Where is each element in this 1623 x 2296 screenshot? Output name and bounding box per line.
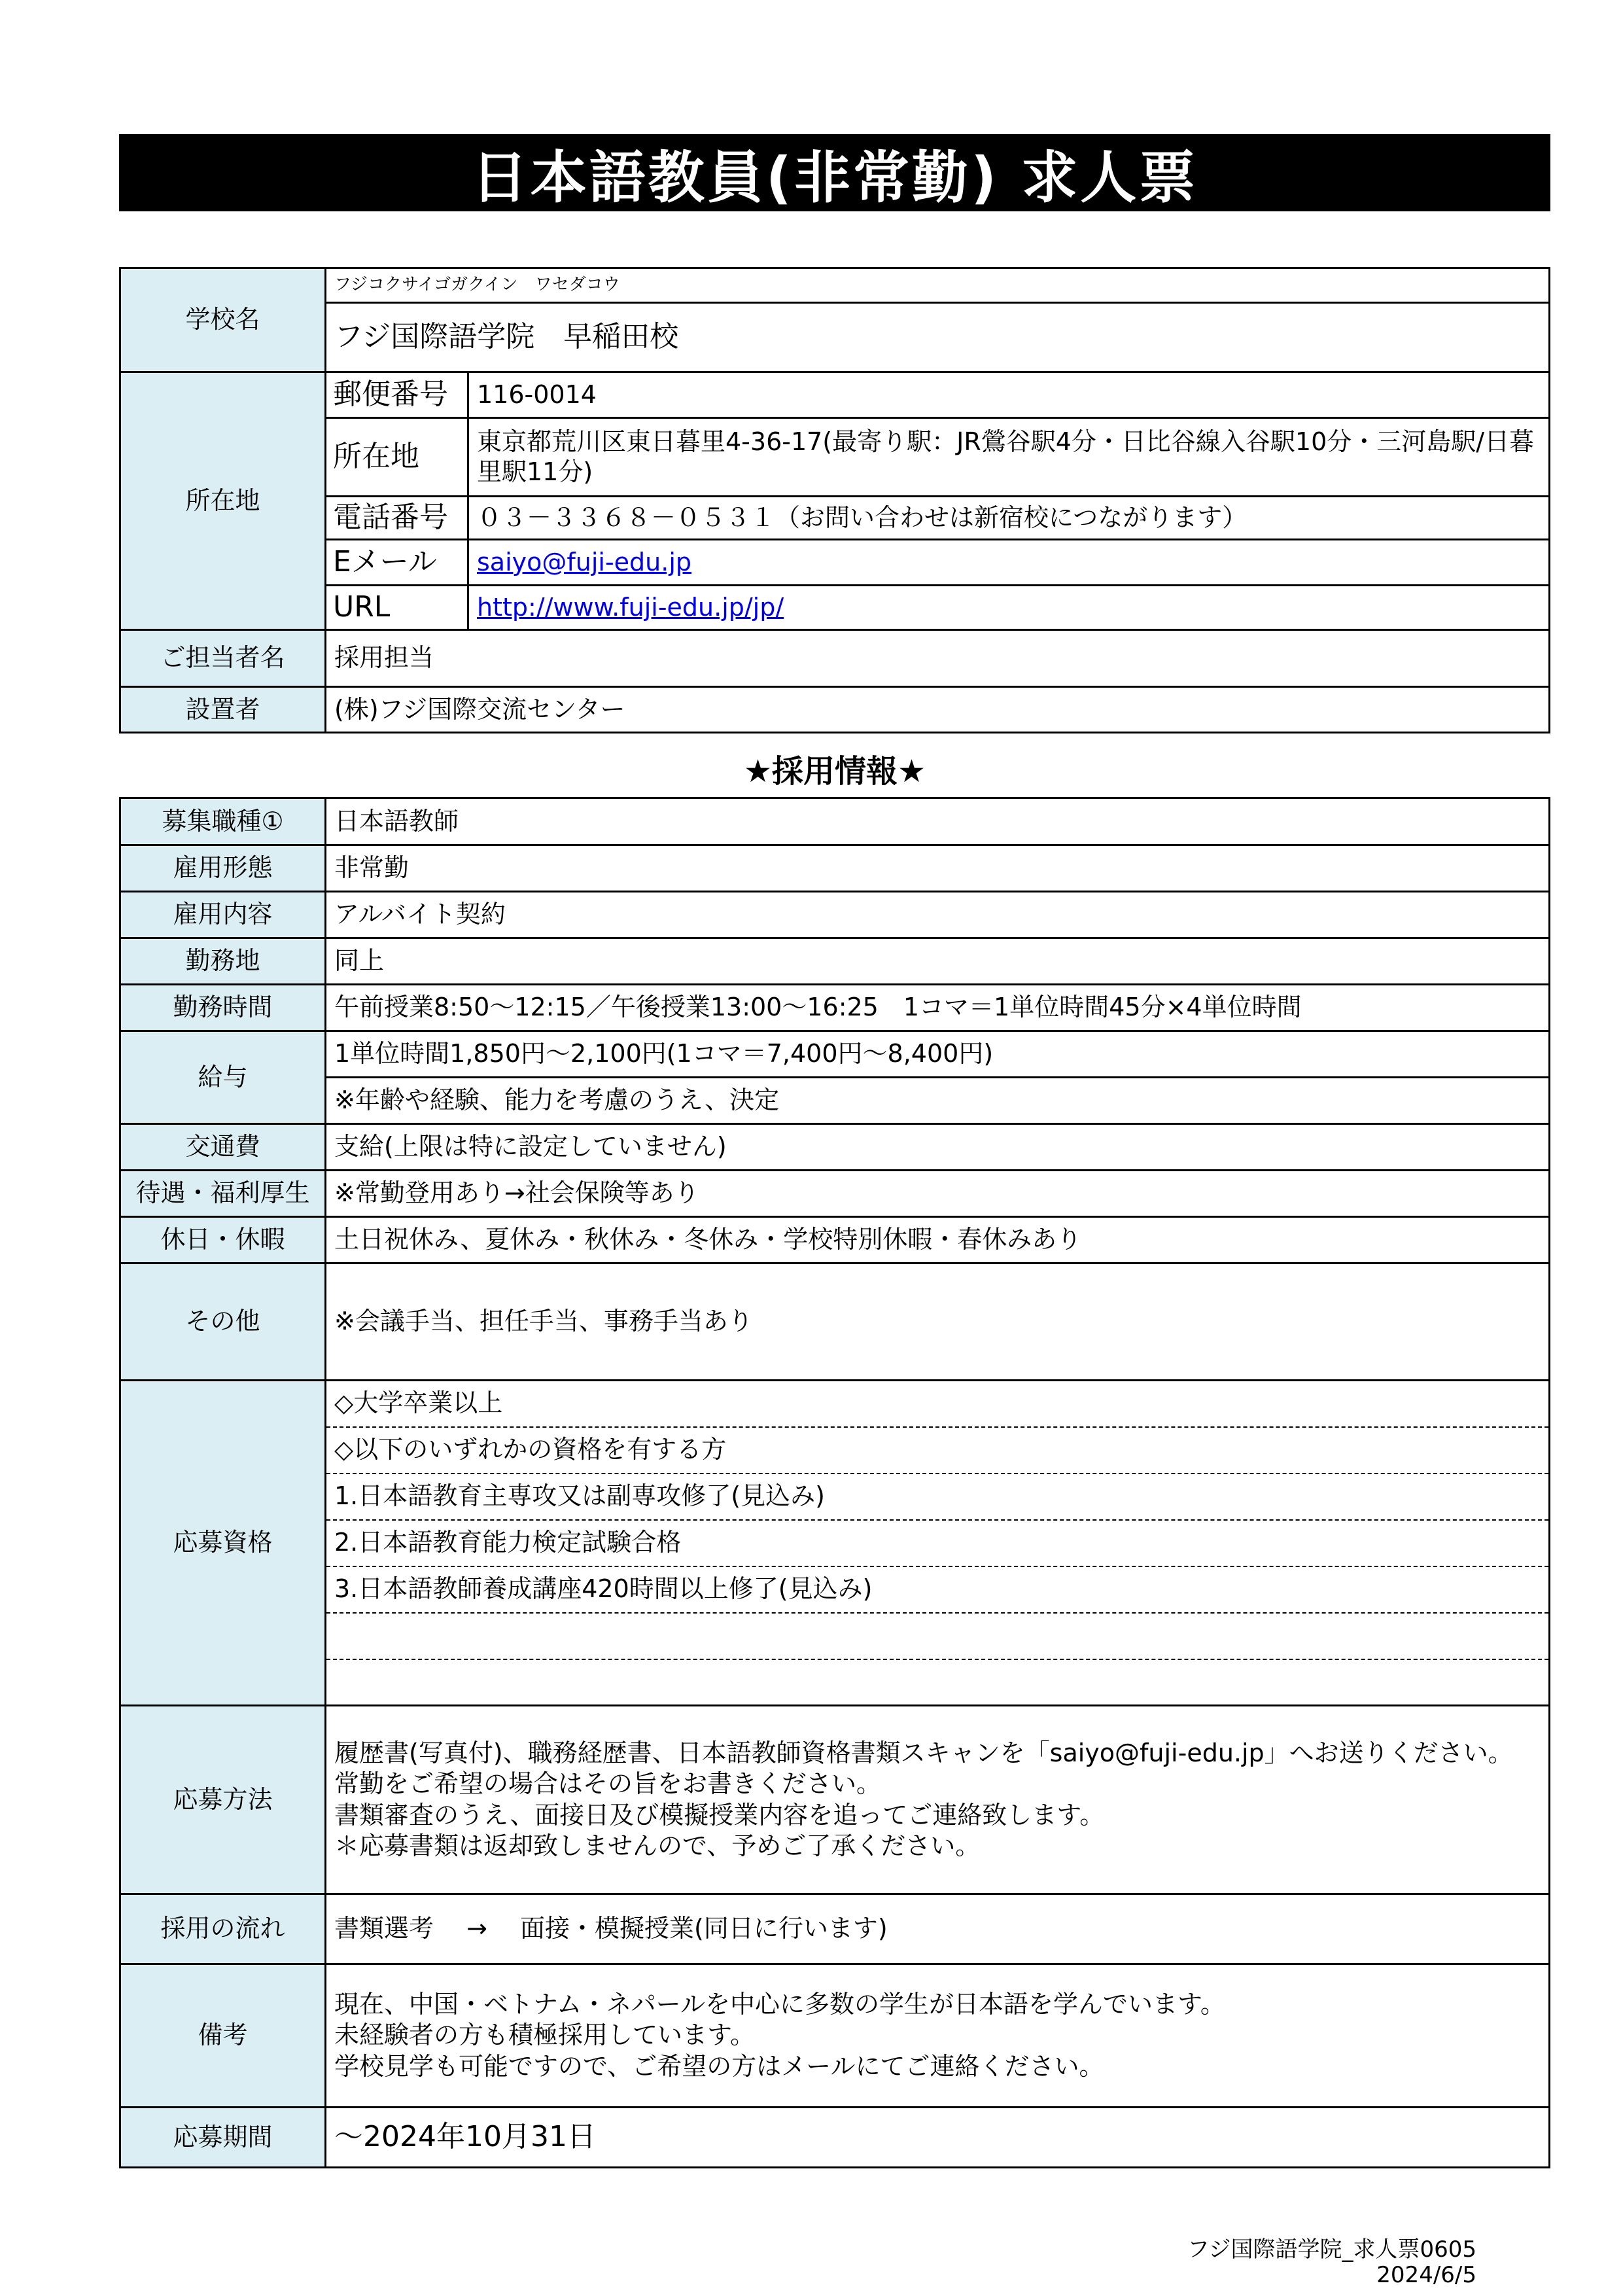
- location-label: 所在地: [326, 418, 468, 497]
- contract-value: アルバイト契約: [326, 892, 1550, 938]
- qualification-item: [326, 1613, 1550, 1659]
- document-date: 2024/6/5: [1376, 2262, 1476, 2288]
- contact-value: 採用担当: [326, 630, 1550, 687]
- hours-label: 勤務時間: [120, 985, 326, 1031]
- welfare-label: 待遇・福利厚生: [120, 1171, 326, 1217]
- period-value: ～2024年10月31日: [326, 2108, 1550, 2168]
- qualification-item: ◇以下のいずれかの資格を有する方: [326, 1427, 1550, 1474]
- contact-label: ご担当者名: [120, 630, 326, 687]
- qualification-item: 2.日本語教育能力検定試験合格: [326, 1520, 1550, 1566]
- place-value: 同上: [326, 938, 1550, 985]
- hours-value: 午前授業8:50～12:15／午後授業13:00～16:25 1コマ＝1単位時間45分×4単位時間: [326, 985, 1550, 1031]
- school-info-table: [119, 267, 1550, 733]
- phone-value: ０３－３３６８－０５３１（お問い合わせは新宿校につながります）: [468, 497, 1550, 540]
- url-label: URL: [326, 586, 468, 630]
- contract-label: 雇用内容: [120, 892, 326, 938]
- method-line: 履歴書(写真付)、職務経歴書、日本語教師資格書類スキャンを「saiyo@fuji-edu.jp」へお送りください。: [334, 1738, 1513, 1767]
- method-line: 常勤をご希望の場合はその旨をお書きください。: [334, 1769, 882, 1798]
- school-name: フジ国際語学院 早稲田校: [326, 303, 1550, 372]
- salary-label: 給与: [120, 1031, 326, 1124]
- qualification-item: [326, 1659, 1550, 1706]
- flow-label: 採用の流れ: [120, 1894, 326, 1964]
- address-label: 所在地: [120, 372, 326, 630]
- qualification-item: 3.日本語教師養成講座420時間以上修了(見込み): [326, 1566, 1550, 1613]
- school-name-kana: フジコクサイゴガクイン ワセダコウ: [326, 268, 1550, 303]
- phone-label: 電話番号: [326, 497, 468, 540]
- section-heading: ★採用情報★: [743, 753, 926, 790]
- founder-value: (株)フジ国際交流センター: [326, 687, 1550, 733]
- page-title: 日本語教員(非常勤) 求人票: [119, 134, 1550, 211]
- email-label: Eメール: [326, 540, 468, 586]
- flow-value: 書類選考 → 面接・模擬授業(同日に行います): [326, 1894, 1550, 1964]
- document-id: フジ国際語学院_求人票0605: [1187, 2236, 1476, 2263]
- transport-label: 交通費: [120, 1124, 326, 1171]
- holiday-label: 休日・休暇: [120, 1217, 326, 1263]
- type-value: 非常勤: [326, 845, 1550, 892]
- school-name-label: 学校名: [120, 268, 326, 372]
- other-label: その他: [120, 1263, 326, 1381]
- notes-label: 備考: [120, 1964, 326, 2108]
- job-value: 日本語教師: [326, 798, 1550, 845]
- notes-line: 現在、中国・ベトナム・ネパールを中心に多数の学生が日本語を学んでいます。: [334, 1989, 1225, 2019]
- method-label: 応募方法: [120, 1706, 326, 1894]
- holiday-value: 土日祝休み、夏休み・秋休み・冬休み・学校特別休暇・春休みあり: [326, 1217, 1550, 1263]
- method-line: ＊応募書類は返却致しませんので、予めご了承ください。: [334, 1831, 981, 1860]
- other-value: ※会議手当、担任手当、事務手当あり: [326, 1263, 1550, 1381]
- transport-value: 支給(上限は特に設定していません): [326, 1124, 1550, 1171]
- salary-value-2: ※年齢や経験、能力を考慮のうえ、決定: [326, 1078, 1550, 1124]
- url-link[interactable]: http://www.fuji-edu.jp/jp/: [477, 592, 784, 622]
- qualification-item: ◇大学卒業以上: [326, 1381, 1550, 1427]
- notes-line: 未経験者の方も積極採用しています。: [334, 2021, 755, 2050]
- notes-line: 学校見学も可能ですので、ご希望の方はメールにてご連絡ください。: [334, 2051, 1104, 2081]
- email-link[interactable]: saiyo@fuji-edu.jp: [477, 547, 692, 576]
- place-label: 勤務地: [120, 938, 326, 985]
- founder-label: 設置者: [120, 687, 326, 733]
- method-line: 書類審査のうえ、面接日及び模擬授業内容を追ってご連絡致します。: [334, 1800, 1105, 1829]
- recruit-table: [119, 797, 1550, 2168]
- welfare-value: ※常勤登用あり→社会保険等あり: [326, 1171, 1550, 1217]
- postal-label: 郵便番号: [326, 372, 468, 418]
- qualification-item: 1.日本語教育主専攻又は副専攻修了(見込み): [326, 1474, 1550, 1520]
- postal-code: 116-0014: [468, 372, 1550, 418]
- type-label: 雇用形態: [120, 845, 326, 892]
- qualification-label: 応募資格: [120, 1381, 326, 1706]
- location-value: 東京都荒川区東日暮里4-36-17(最寄り駅：JR鶯谷駅4分・日比谷線入谷駅10分・三河島駅/日暮里駅11分): [468, 418, 1550, 497]
- salary-value-1: 1単位時間1,850円～2,100円(1コマ＝7,400円～8,400円): [326, 1031, 1550, 1078]
- period-label: 応募期間: [120, 2108, 326, 2168]
- job-label: 募集職種①: [120, 798, 326, 845]
